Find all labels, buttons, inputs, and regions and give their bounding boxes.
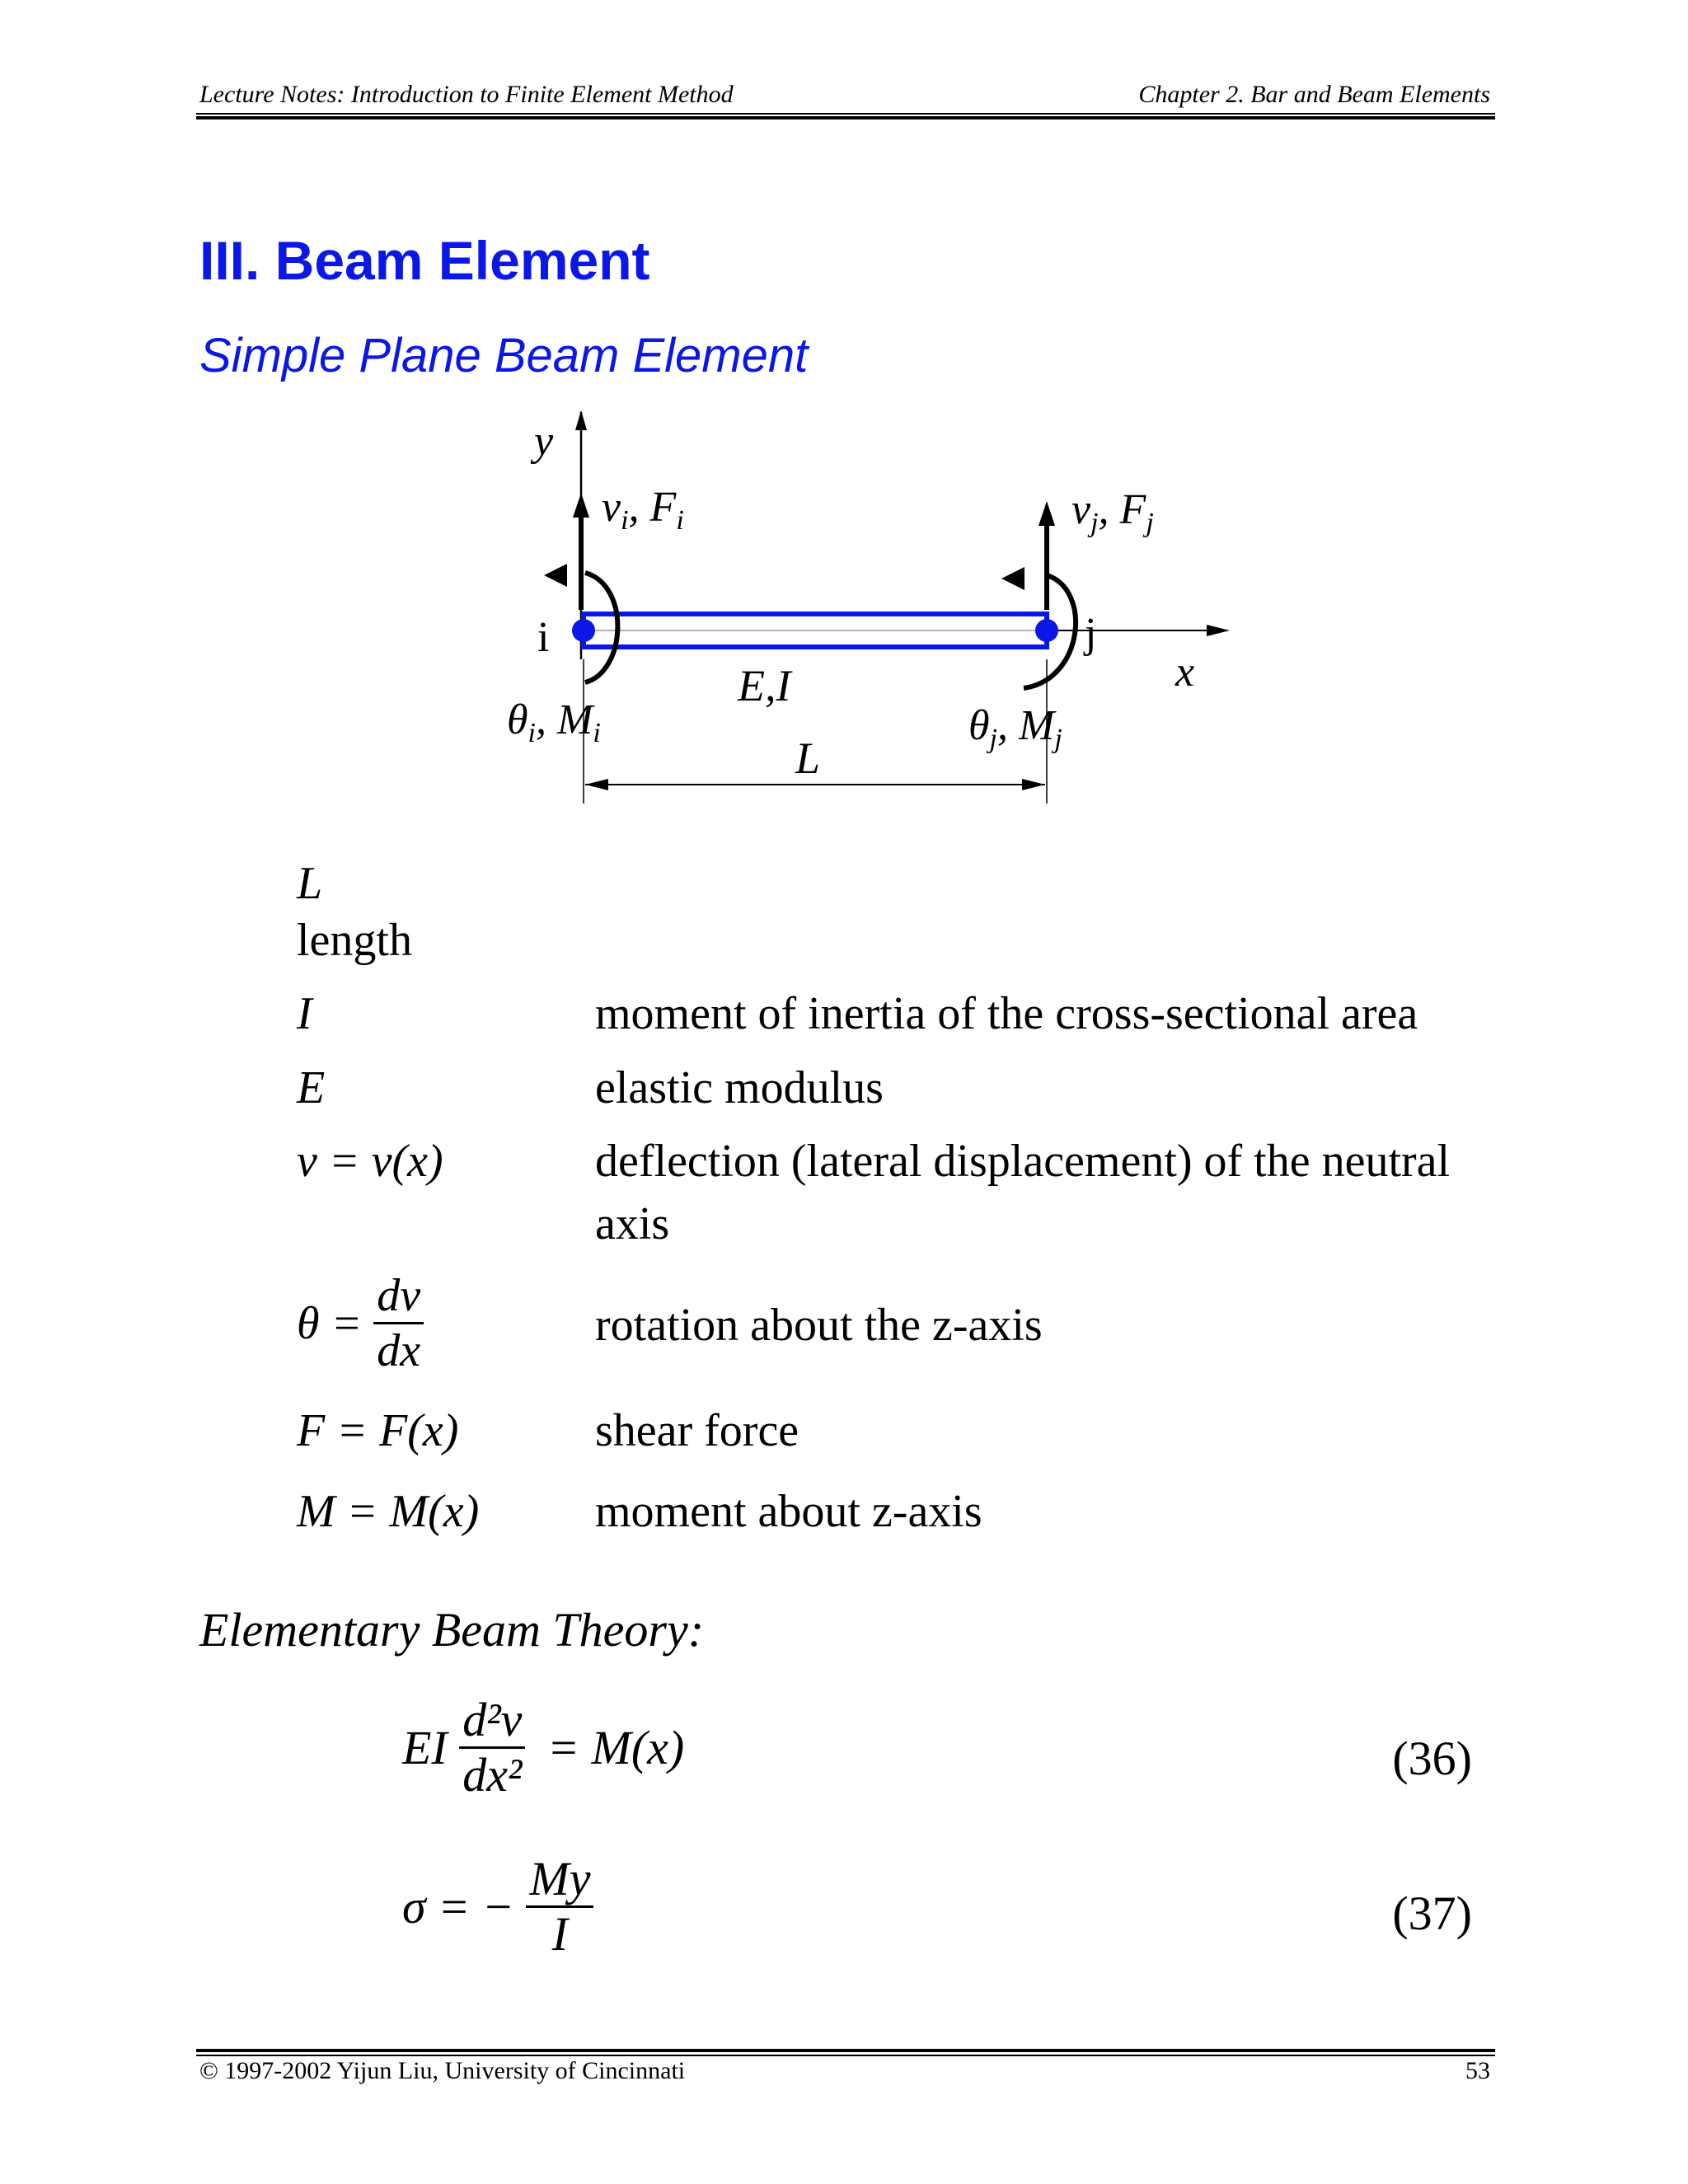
footer-copyright: © 1997-2002 Yijun Liu, University of Cincinnati xyxy=(199,2057,686,2084)
footer-rule-thick xyxy=(196,2049,1495,2052)
definition-symbol: E xyxy=(297,1062,326,1113)
definition-description: shear force xyxy=(595,1405,799,1456)
derivative-fraction: $\frac{dv}{dx}$ xyxy=(373,1269,424,1377)
force-label-j: vj, Fj xyxy=(1071,486,1154,538)
running-header-right: Chapter 2. Bar and Beam Elements xyxy=(1138,81,1490,108)
force-arrowhead-i xyxy=(573,493,589,518)
definition-description: moment about z-axis xyxy=(595,1486,982,1537)
node-i-label: i xyxy=(537,614,550,661)
definition-description: elastic modulus xyxy=(595,1062,884,1113)
node-i xyxy=(572,619,595,642)
moment-arrowhead-i xyxy=(544,564,567,587)
definition-symbol: F = F(x) xyxy=(297,1405,459,1456)
moment-label-i: θi, Mi xyxy=(507,696,601,748)
definition-symbol: I xyxy=(297,988,312,1039)
node-j-label: j xyxy=(1085,610,1097,657)
equation-36: EI $\frac{\text{d²v}}{\text{dx²}}$ = M(x) xyxy=(402,1693,685,1802)
beam-properties-label: E,I xyxy=(738,661,791,710)
moment-arrowhead-j xyxy=(1001,567,1025,590)
definition-symbol: v = v(x) xyxy=(297,1136,443,1187)
theory-heading: Elementary Beam Theory: xyxy=(199,1603,705,1657)
equation-fraction: $\frac{\text{d²v}}{\text{dx²}}$ xyxy=(459,1694,525,1802)
length-arrowhead-right xyxy=(1022,779,1045,790)
equation-number: (37) xyxy=(1392,1886,1472,1940)
force-arrowhead-j xyxy=(1039,501,1055,526)
definition-symbol: M = M(x) xyxy=(297,1486,480,1537)
header-rule xyxy=(196,113,1495,115)
y-axis-arrowhead xyxy=(575,410,587,430)
header-rule-thick xyxy=(196,116,1495,120)
equation-37: σ = − $\frac{My}{I}$ xyxy=(402,1853,593,1961)
page-number: 53 xyxy=(1465,2057,1490,2084)
definition-description: length xyxy=(297,915,412,966)
node-j xyxy=(1035,619,1058,642)
moment-label-j: θj, Mj xyxy=(968,702,1062,754)
subsection-title: Simple Plane Beam Element xyxy=(199,329,809,382)
running-header-left: Lecture Notes: Introduction to Finite Element Method xyxy=(199,81,734,108)
definition-row xyxy=(297,1269,1492,1376)
length-label: L xyxy=(795,733,821,783)
x-axis-arrowhead xyxy=(1207,625,1230,636)
y-axis-label: y xyxy=(534,418,554,465)
definition-symbol: L xyxy=(297,858,323,909)
definition-description: moment of inertia of the cross-sectional area xyxy=(595,988,1418,1039)
length-arrowhead-left xyxy=(585,779,608,790)
equation-number: (36) xyxy=(1392,1732,1472,1785)
definition-description: deflection (lateral displacement) of the neutral axis xyxy=(595,1136,1451,1249)
x-axis-label: x xyxy=(1175,649,1195,696)
definition-symbol: θ = $\frac{dv}{dx}$ xyxy=(297,1269,424,1377)
footer-rule xyxy=(196,2055,1495,2056)
force-label-i: vi, Fi xyxy=(602,484,684,536)
equation-fraction: $\frac{My}{I}$ xyxy=(526,1853,593,1961)
section-title: III. Beam Element xyxy=(199,230,650,291)
beam-element-diagram xyxy=(462,396,1253,824)
definition-description: rotation about the z-axis xyxy=(595,1300,1043,1351)
